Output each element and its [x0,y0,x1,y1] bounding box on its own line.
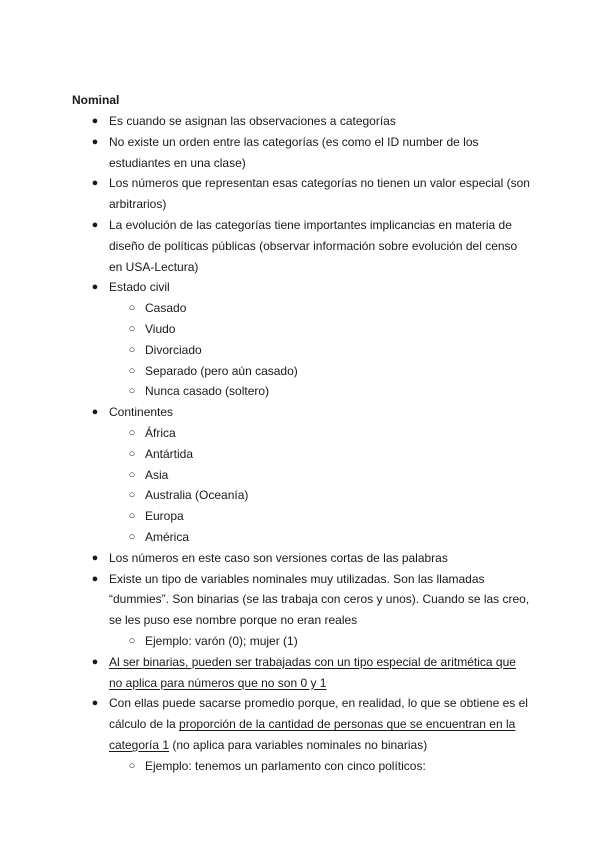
bullet-circle-icon: ○ [128,343,136,356]
bullet-circle-icon: ○ [128,322,136,335]
list-item-text-underlined: proporción de la cantidad de personas que se encuentran en la categoría 1 [109,717,516,752]
bullet-circle-icon: ○ [128,364,136,377]
sub-list-item [72,527,532,548]
list-item-text: Ejemplo: varón (0); mujer (1) [145,633,298,648]
sub-list-item [72,506,532,527]
bullet-circle-icon: ○ [128,302,136,315]
list-item-text: Existe un tipo de variables nominales muy utilizadas. Son las llamadas “dummies”. Son binarias (se las trabaja con ceros y unos). Cuando se las creo, se les puso ese nombre porque no eran reales [109,571,530,628]
list-item-text-underlined: Al ser binarias, pueden ser trabajadas con un tipo especial de aritmética que no aplica para números que no son 0 y 1 [109,654,516,690]
list-item-text: Antártida [145,446,194,461]
list-item-text: África [145,425,176,440]
list-item-text: América [145,529,190,544]
list-item-text: Estado civil [109,280,170,295]
bullet-circle-icon: ○ [128,510,136,523]
bullet-circle-icon: ○ [128,385,136,398]
section-heading: Nominal [72,93,120,107]
list-item [72,215,532,277]
list-item-text: Ejemplo: tenemos un parlamento con cinco políticos: [145,758,426,773]
sub-list-item [72,381,532,402]
bullet-circle-icon: ○ [128,634,136,647]
list-item-text: La evolución de las categorías tiene importantes implicancias en materia de diseño de políticas públicas (observar información sobre evolución del censo en USA-Lectura) [109,217,518,274]
list-item-text: Nunca casado (soltero) [145,384,270,399]
bullet-disc-icon: ● [91,135,99,148]
list-item [72,652,532,694]
list-item-text: Es cuando se asignan las observaciones a categorías [109,114,396,128]
list-item-text: Divorciado [145,342,202,357]
list-item [72,277,532,298]
sub-list-item [72,319,532,340]
list-item-text: Con ellas puede sacarse promedio porque, en realidad, lo que se obtiene es el cálculo de la [109,696,528,732]
sub-list-item [72,298,532,319]
list-item [72,402,532,423]
bullet-disc-icon: ● [91,218,99,231]
list-item [72,569,532,631]
list-item-text: Los números que representan esas categorías no tienen un valor especial (son arbitrarios) [109,176,530,212]
bullet-disc-icon: ● [91,406,99,419]
bullet-circle-icon: ○ [128,489,136,502]
sub-list-item [72,361,532,382]
list-item-text: Viudo [145,321,176,336]
list-item-text: Continentes [109,405,174,420]
bullet-disc-icon: ● [91,281,99,294]
sub-list-item [72,631,532,652]
sub-list-item [72,485,532,506]
bullet-list [72,111,532,777]
sub-list-item [72,423,532,444]
bullet-disc-icon: ● [91,697,99,710]
list-item-text: (no aplica para variables nominales no binarias) [169,737,428,752]
list-item-text: Los números en este caso son versiones cortas de las palabras [109,550,448,565]
list-item-text: Separado (pero aún casado) [145,363,298,378]
sub-list-item [72,756,532,777]
bullet-circle-icon: ○ [128,759,136,772]
list-item [72,548,532,569]
list-item-text: Casado [145,301,187,316]
bullet-disc-icon: ● [91,655,99,668]
bullet-disc-icon: ● [91,572,99,585]
list-item [72,693,532,755]
bullet-circle-icon: ○ [128,468,136,481]
list-item-text: Australia (Oceanía) [145,488,249,503]
list-item [72,173,532,215]
bullet-disc-icon: ● [91,177,99,190]
bullet-circle-icon: ○ [128,447,136,460]
sub-list-item [72,465,532,486]
bullet-disc-icon: ● [91,551,99,564]
sub-list-item [72,444,532,465]
list-item-text: Asia [145,467,169,482]
bullet-disc-icon: ● [91,115,99,127]
bullet-circle-icon: ○ [128,426,136,439]
list-item [72,132,532,174]
list-item-text: No existe un orden entre las categorías (es como el ID number de los estudiantes en una clase) [109,134,479,170]
list-item [72,111,532,132]
list-item-text: Europa [145,509,184,524]
sub-list-item [72,340,532,361]
bullet-circle-icon: ○ [128,530,136,543]
